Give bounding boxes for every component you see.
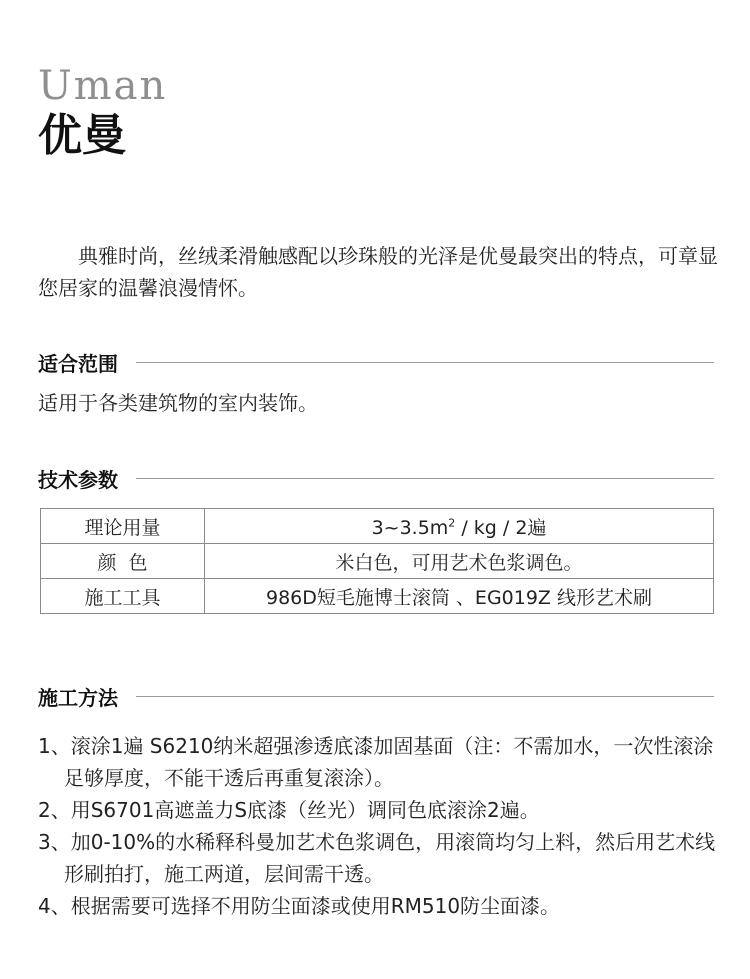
scope-section-header — [38, 347, 714, 377]
specs-section-title: 技术参数 — [38, 467, 118, 492]
scope-section-title: 适合范围 — [38, 351, 118, 376]
table-row — [41, 579, 714, 614]
table-row — [41, 509, 714, 544]
spec-table — [40, 508, 714, 614]
section-divider — [136, 478, 714, 479]
list-item: 2、用S6701高遮盖力S底漆（丝光）调同色底滚涂2遍。 — [38, 798, 540, 822]
spec-value-coverage — [205, 509, 714, 544]
spec-label-color: 颜 色 — [41, 544, 205, 579]
spec-value-tools: 986D短毛施博士滚筒 、EG019Z 线形艺术刷 — [205, 579, 714, 614]
list-item: 1、滚涂1遍 S6210纳米超强渗透底漆加固基面（注：不需加水，一次性滚涂足够厚度，不能干透后再重复滚涂）。 — [38, 734, 714, 790]
method-section-header — [38, 681, 714, 711]
section-divider — [136, 362, 714, 363]
list-item: 4、根据需要可选择不用防尘面漆或使用RM510防尘面漆。 — [38, 894, 561, 918]
method-section-title: 施工方法 — [38, 685, 118, 710]
scope-text: 适用于各类建筑物的室内装饰。 — [38, 391, 318, 415]
section-divider — [136, 696, 714, 697]
spec-label-tools: 施工工具 — [41, 579, 205, 614]
brand-name-cn: 优曼 — [38, 110, 126, 161]
brand-name-en: Uman — [38, 63, 168, 109]
coverage-value: 3~3.5m — [371, 516, 449, 539]
spec-label-coverage: 理论用量 — [41, 509, 205, 544]
list-item: 3、加0-10%的水稀释科曼加艺术色浆调色，用滚筒均匀上料，然后用艺术线形刷拍打，施工两道，层间需干透。 — [38, 830, 716, 886]
coverage-exponent: 2 — [448, 516, 456, 530]
spec-value-color: 米白色，可用艺术色浆调色。 — [205, 544, 714, 579]
table-row — [41, 544, 714, 579]
intro-paragraph: 典雅时尚，丝绒柔滑触感配以珍珠般的光泽是优曼最突出的特点，可章显您居家的温馨浪漫情怀。 — [38, 244, 718, 300]
method-steps-list — [38, 730, 728, 922]
specs-section-header — [38, 463, 714, 493]
coverage-unit: / kg / 2遍 — [461, 516, 547, 539]
